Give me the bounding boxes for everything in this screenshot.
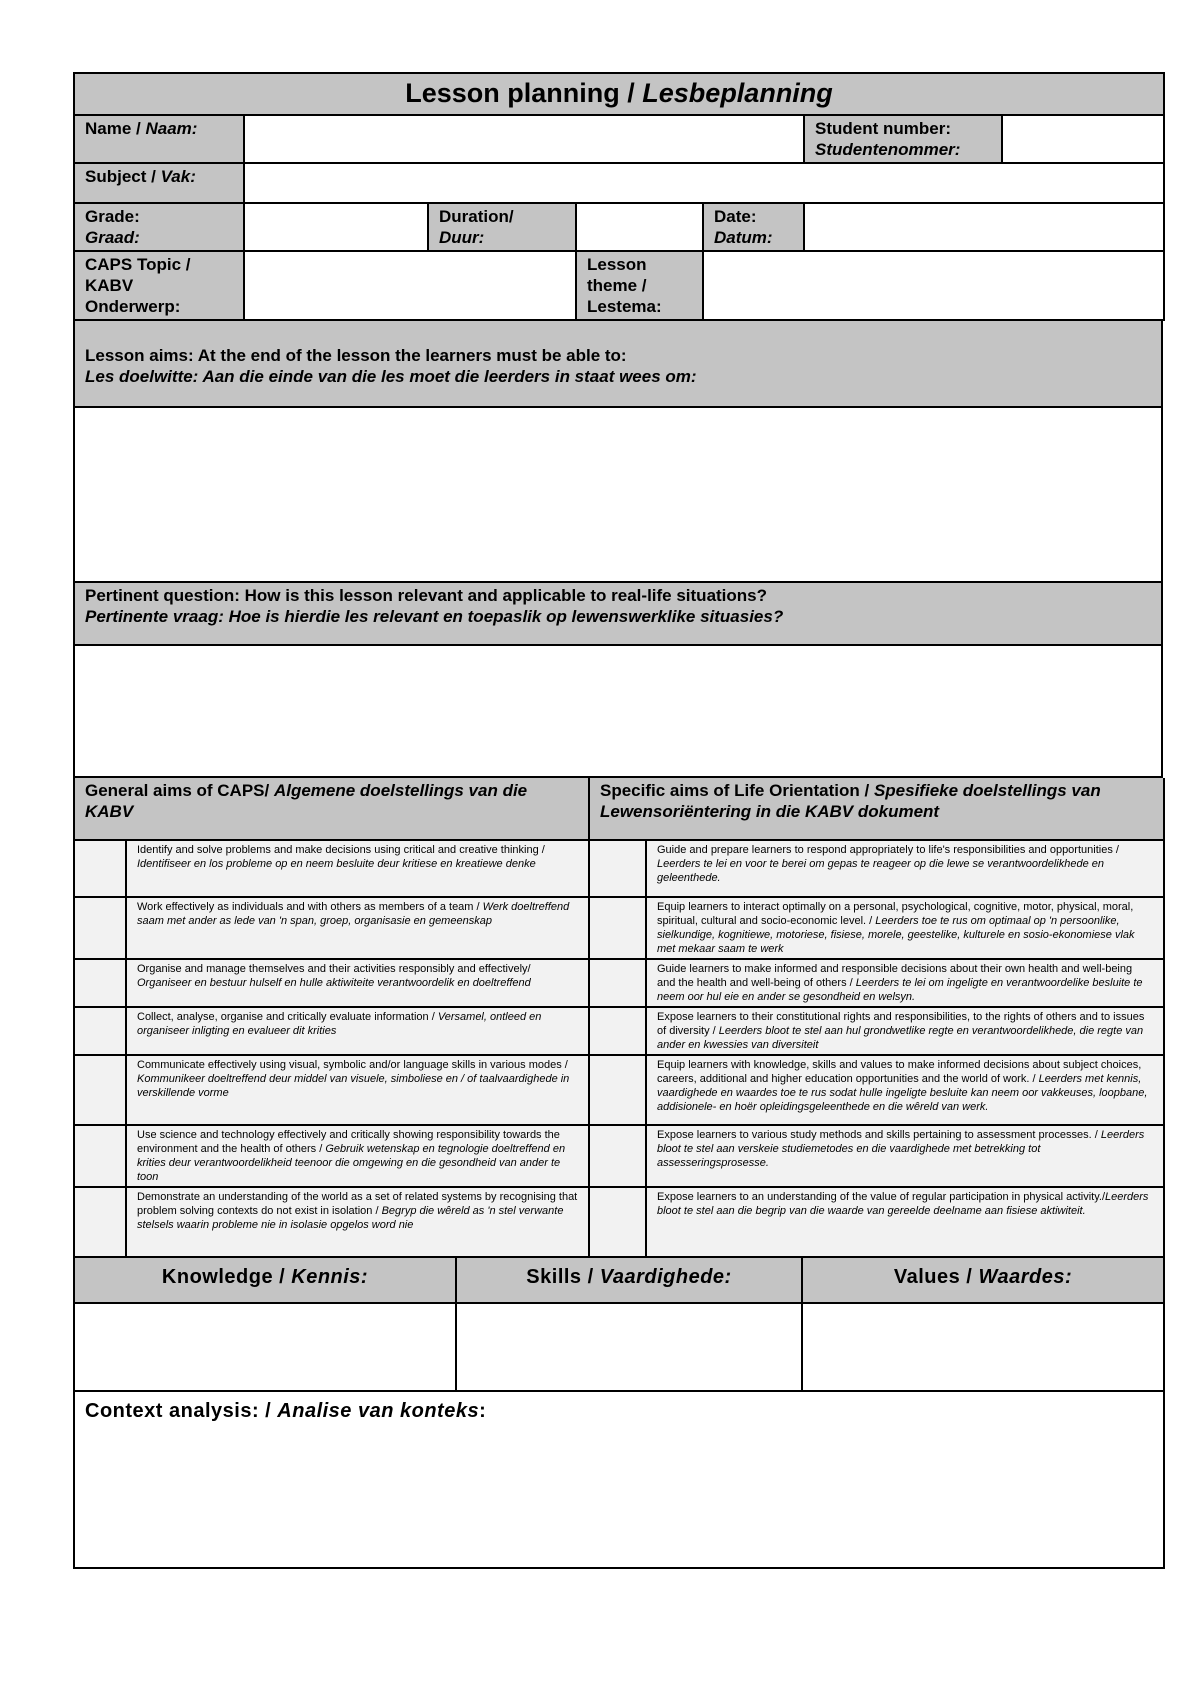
general-aim-text: Collect, analyse, organise and critically evaluate information / Versamel, ontleed en organiseer inligting en evalueer dit krities xyxy=(126,1007,589,1055)
form-title: Lesson planning / Lesbeplanning xyxy=(74,73,1164,115)
specific-aim-checkbox[interactable] xyxy=(589,959,646,1007)
general-aim-checkbox[interactable] xyxy=(74,840,126,897)
specific-aim-checkbox[interactable] xyxy=(589,1187,646,1257)
general-aim-checkbox[interactable] xyxy=(74,959,126,1007)
aims-question-table xyxy=(73,321,1163,778)
lesson-aims-header: Lesson aims: At the end of the lesson the learners must be able to: Les doelwitte: Aan die einde van die les moet die leerders in staat wees om: xyxy=(74,321,1162,407)
general-aim-checkbox[interactable] xyxy=(74,1125,126,1187)
general-aim-text: Use science and technology effectively and critically showing responsibility towards the environment and the health of others / Gebruik wetenskap en tegnologie doeltreffend en krities deur verantwoordelikheid teenoor die omgewing en die gesondheid van ander te toon xyxy=(126,1125,589,1187)
specific-aim-text: Guide learners to make informed and responsible decisions about their own health and well-being and the health and well-being of others / Leerders te lei om ingeligte en verantwoordelike besluite te neem oor hul eie en ander se gesondheid en welsyn. xyxy=(646,959,1164,1007)
student-number-label: Student number: Studentenommer: xyxy=(804,115,1002,163)
specific-aim-text: Expose learners to their constitutional rights and responsibilities, to the rights of others and to issues of diversity / Leerders bloot te stel aan hul grondwetlike regte en verantwoordelikhede, die regte van ander en kwessies van diversiteit xyxy=(646,1007,1164,1055)
values-header: Values / Waardes: xyxy=(802,1258,1164,1303)
specific-aim-checkbox[interactable] xyxy=(589,1125,646,1187)
knowledge-field[interactable] xyxy=(74,1303,456,1391)
general-aim-checkbox[interactable] xyxy=(74,897,126,959)
general-aims-header: General aims of CAPS/ Algemene doelstellings van die KABV xyxy=(74,778,589,840)
specific-aim-text: Equip learners with knowledge, skills and values to make informed decisions about subject choices, careers, additional and higher education opportunities and the world of work. / Leerders met kennis, vaardighede en waardes toe te rus sodat hulle ingeligte besluite kan neem oor vakkeuses, loopbane, addisionele- en hoër opleidingsgeleenthede en die wêreld van werk. xyxy=(646,1055,1164,1125)
lesson-aims-field[interactable] xyxy=(74,407,1162,582)
specific-aim-text: Expose learners to various study methods and skills pertaining to assessment processes. / Leerders bloot te stel aan verskeie studiemetodes en die vaardighede met betrekking tot assesseringsprosesse. xyxy=(646,1125,1164,1187)
specific-aim-text: Expose learners to an understanding of the value of regular participation in physical activity./Leerders bloot te stel aan die begrip van die waarde van gereelde deelname aan fisiese aktiwiteit. xyxy=(646,1187,1164,1257)
grade-label: Grade: Graad: xyxy=(74,204,244,251)
subject-field[interactable] xyxy=(244,163,1164,203)
subject-label: Subject / Vak: xyxy=(74,163,244,203)
info-table xyxy=(73,72,1165,204)
general-aim-text: Organise and manage themselves and their activities responsibly and effectively/ Organiseer en bestuur hulself en hulle aktiwiteite verantwoordelik en doeltreffend xyxy=(126,959,589,1007)
specific-aim-checkbox[interactable] xyxy=(589,1055,646,1125)
pertinent-question-header: Pertinent question: How is this lesson relevant and applicable to real-life situations? Pertinente vraag: Hoe is hierdie les relevant en toepaslik op lewenswerklike situasies? xyxy=(74,582,1162,645)
general-aim-checkbox[interactable] xyxy=(74,1187,126,1257)
lesson-theme-field[interactable] xyxy=(703,252,1164,320)
specific-aim-checkbox[interactable] xyxy=(589,897,646,959)
context-analysis-field[interactable]: Context analysis: / Analise van konteks: xyxy=(74,1391,1164,1568)
kvs-table xyxy=(73,1258,1165,1569)
student-number-field[interactable] xyxy=(1002,115,1164,163)
lesson-theme-label: Lesson theme / Lestema: xyxy=(576,252,703,320)
specific-aim-text: Equip learners to interact optimally on a personal, psychological, cognitive, motor, physical, moral, spiritual, cultural and socio-economic level. / Leerders toe te rus om optimaal op 'n persoonlike, sielkundige, kognitiewe, motoriese, fisiese, morele, geestelike, kulturele en sosio-ekonomiese vlak met mekaar saam te werk xyxy=(646,897,1164,959)
general-aim-text: Work effectively as individuals and with others as members of a team / Werk doeltreffend saam met ander as lede van 'n span, groep, organisasie en gemeenskap xyxy=(126,897,589,959)
caps-aims-table xyxy=(73,778,1165,1258)
topic-table xyxy=(73,252,1165,321)
lesson-plan-form xyxy=(73,72,1163,1569)
duration-label: Duration/ Duur: xyxy=(428,204,576,251)
general-aim-text: Communicate effectively using visual, symbolic and/or language skills in various modes / Kommunikeer doeltreffend deur middel van visuele, simboliese en / of taalvaardighede in verskillende vorme xyxy=(126,1055,589,1125)
name-label: Name / Naam: xyxy=(74,115,244,163)
date-label: Date: Datum: xyxy=(703,204,804,251)
grade-table xyxy=(73,204,1165,252)
specific-aim-checkbox[interactable] xyxy=(589,840,646,897)
general-aim-checkbox[interactable] xyxy=(74,1007,126,1055)
knowledge-header: Knowledge / Kennis: xyxy=(74,1258,456,1303)
general-aim-text: Demonstrate an understanding of the world as a set of related systems by recognising that problem solving contexts do not exist in isolation / Begryp die wêreld as 'n stel verwante stelsels waarin probleme nie in isolasie opgelos word nie xyxy=(126,1187,589,1257)
specific-aims-header: Specific aims of Life Orientation / Spesifieke doelstellings van Lewensoriëntering in die KABV dokument xyxy=(589,778,1164,840)
specific-aim-checkbox[interactable] xyxy=(589,1007,646,1055)
caps-topic-label: CAPS Topic / KABV Onderwerp: xyxy=(74,252,244,320)
skills-field[interactable] xyxy=(456,1303,802,1391)
duration-field[interactable] xyxy=(576,204,703,251)
date-field[interactable] xyxy=(804,204,1164,251)
general-aim-checkbox[interactable] xyxy=(74,1055,126,1125)
specific-aim-text: Guide and prepare learners to respond appropriately to life's responsibilities and opportunities / Leerders te lei en voor te berei om gepas te reageer op die lewe se verantwoordelikhede en geleenthede. xyxy=(646,840,1164,897)
skills-header: Skills / Vaardighede: xyxy=(456,1258,802,1303)
values-field[interactable] xyxy=(802,1303,1164,1391)
name-field[interactable] xyxy=(244,115,804,163)
grade-field[interactable] xyxy=(244,204,428,251)
pertinent-question-field[interactable] xyxy=(74,645,1162,777)
general-aim-text: Identify and solve problems and make decisions using critical and creative thinking / Identifiseer en los probleme op en neem besluite deur kritiese en kreatiewe denke xyxy=(126,840,589,897)
caps-topic-field[interactable] xyxy=(244,252,576,320)
